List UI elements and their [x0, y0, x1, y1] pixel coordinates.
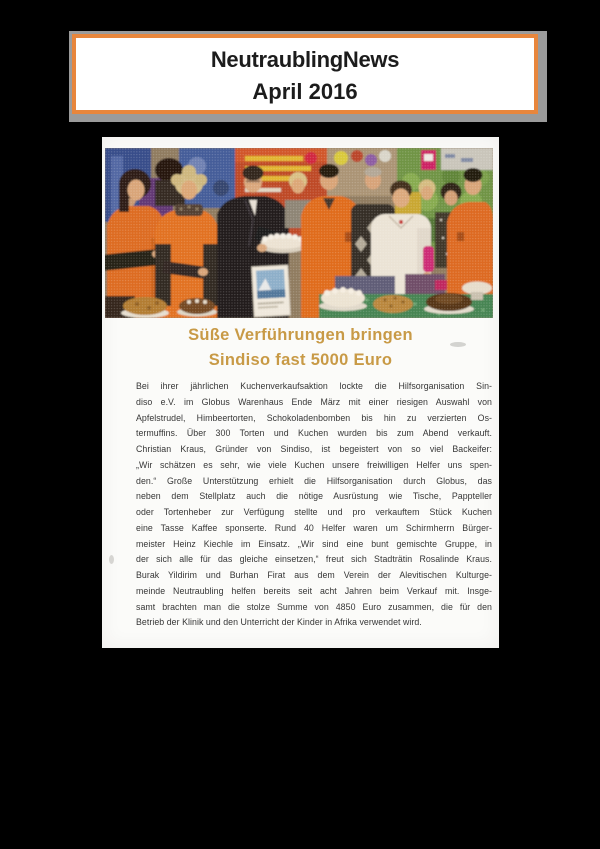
halftone-overlay: [105, 148, 493, 318]
article-headline: [102, 323, 499, 373]
headline-line1: Süße Verführungen bringen: [188, 326, 413, 344]
body-line: den.“ Große Unterstützung erhielt die Hilfsorganisation durch Globus, das: [136, 475, 492, 486]
scan-artifact: [109, 555, 114, 564]
newspaper-clipping: [102, 137, 499, 648]
body-line: samt brachten man die stolze Summe von 4850 Euro zusammen, die für den: [136, 601, 492, 612]
body-line: oder Tortenheber zur Verfügung stellte und pro verkauftem Stück Kuchen: [136, 507, 492, 517]
photo-illustration: [105, 148, 493, 318]
header-box: [72, 34, 538, 114]
body-line: der sich alle für das gleiche einsetzen,“ freut sich Stadträtin Rosalinde Kraus.: [136, 554, 492, 565]
body-line: Burak Yildirim und Burhan Firat aus dem Verein der Alevitischen Kulturge-: [136, 570, 492, 580]
scan-artifact: [450, 342, 466, 347]
newsletter-title: NeutraublingNews: [210, 47, 400, 72]
body-line: termuffins. Über 300 Torten und Kuchen wurden bis zum Abend verkauft.: [136, 428, 492, 439]
body-line: neben dem Stellplatz auch die nötige Ausrüstung wie Tische, Pappteller: [136, 491, 492, 502]
body-line: Apfelstrudel, Himbeertorten, Schokoladenbomben bis hin zu verzierten Os-: [136, 412, 492, 423]
body-line: meister Heinz Kiechle im Einsatz. „Wir sind eine bunt gemischte Gruppe, in: [136, 538, 492, 549]
header-box-frame: [69, 31, 547, 122]
body-line: „Wir schätzen es sehr, wie viele Kuchen unsere freiwilligen Helfer uns spen-: [136, 459, 492, 470]
body-line: diso e.V. im Globus Warenhaus Ende März mit einer riesigen Auswahl von: [136, 396, 492, 407]
body-line: Bei ihrer jährlichen Kuchenverkaufsaktion lockte die Hilfsorganisation Sin-: [136, 381, 492, 391]
headline-line2: Sindiso fast 5000 Euro: [208, 351, 393, 369]
cake-sale-group-photo: [105, 148, 493, 318]
newsletter-issue-date: April 2016: [252, 79, 358, 104]
body-line: meinde Neutraubling helfen bereits seit acht Jahren beim Verkauf mit. Insge-: [136, 585, 492, 596]
body-line: Christian Kraus, Gründer von Sindiso, ist begeistert von so viel Backeifer:: [136, 444, 492, 454]
body-line: Betrieb der Klinik und den Unterricht der Kinder in Afrika verwendet wird.: [136, 617, 422, 628]
article-body: [136, 379, 492, 631]
body-line: eine Tasse Kaffee sponserte. Rund 40 Helfer waren um Schirmherrn Bürger-: [136, 522, 492, 533]
